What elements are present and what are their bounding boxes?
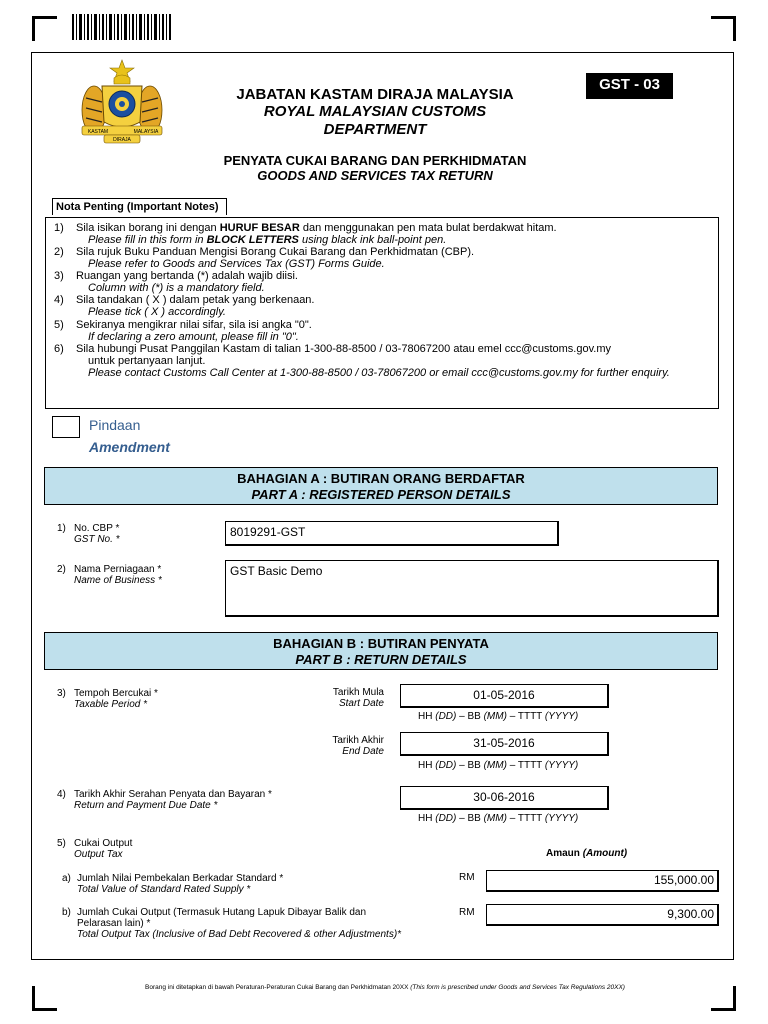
part-a-title-en: PART A : REGISTERED PERSON DETAILS (251, 487, 511, 502)
output-tax-total-number: b) (62, 907, 71, 918)
end-date-label: Tarikh Akhir End Date (332, 735, 384, 757)
output-tax-label: Cukai Output Output Tax (74, 838, 133, 860)
standard-rated-currency: RM (459, 872, 475, 883)
form-code-badge: GST - 03 (586, 73, 673, 99)
amendment-label-en: Amendment (89, 439, 170, 455)
part-b-title-ms: BAHAGIAN B : BUTIRAN PENYATA (273, 636, 489, 651)
part-b-header (44, 632, 718, 670)
part-a-header (44, 467, 718, 505)
due-date-field[interactable]: 30-06-2016 (400, 786, 609, 810)
business-name-field[interactable]: GST Basic Demo (225, 560, 719, 617)
due-date-label: Tarikh Akhir Serahan Penyata dan Bayaran * Return and Payment Due Date * (74, 789, 272, 811)
customs-crest-icon (74, 58, 170, 146)
corner-mark-top-right (711, 16, 736, 41)
standard-rated-number: a) (62, 873, 71, 884)
gst-no-number: 1) (57, 523, 66, 534)
department-title-en-1: ROYAL MALAYSIAN CUSTOMS (263, 103, 487, 120)
standard-rated-amount-field[interactable]: 155,000.00 (486, 870, 719, 892)
end-date-format-hint: HH (DD) – BB (MM) – TTTT (YYYY) (418, 760, 579, 771)
end-date-field[interactable]: 31-05-2016 (400, 732, 609, 756)
taxable-period-number: 3) (57, 688, 66, 699)
form-title-ms: PENYATA CUKAI BARANG DAN PERKHIDMATAN (223, 153, 527, 168)
standard-rated-label: Jumlah Nilai Pembekalan Berkadar Standard * Total Value of Standard Rated Supply * (77, 873, 284, 895)
amendment-label-ms: Pindaan (89, 417, 141, 433)
form-title-en: GOODS AND SERVICES TAX RETURN (257, 168, 493, 183)
output-tax-total-currency: RM (459, 907, 475, 918)
start-date-field[interactable]: 01-05-2016 (400, 684, 609, 708)
corner-mark-bottom-right (711, 986, 736, 1011)
department-title-ms: JABATAN KASTAM DIRAJA MALAYSIA (236, 86, 514, 103)
business-name-number: 2) (57, 564, 66, 575)
corner-mark-top-left (32, 16, 57, 41)
svg-text:KASTAM: KASTAM (87, 129, 109, 135)
amount-column-header: Amaun (Amount) (546, 848, 628, 859)
svg-text:DIRAJA: DIRAJA (113, 137, 131, 143)
part-a-title-ms: BAHAGIAN A : BUTIRAN ORANG BERDAFTAR (237, 471, 525, 486)
part-b-title-en: PART B : RETURN DETAILS (295, 652, 467, 667)
svg-text:MALAYSIA: MALAYSIA (133, 129, 159, 135)
gst-no-label: No. CBP * GST No. * (74, 523, 120, 545)
form-frame (31, 52, 734, 960)
amendment-checkbox[interactable] (52, 416, 80, 438)
output-tax-total-label: Jumlah Cukai Output (Termasuk Hutang Lapuk Dibayar Balik dan Pelarasan lain) * Total Output Tax (Inclusive of Bad Debt Recovered & other Adjustments)* (77, 907, 402, 940)
barcode-icon (72, 14, 172, 40)
corner-mark-bottom-left (32, 986, 57, 1011)
due-date-format-hint: HH (DD) – BB (MM) – TTTT (YYYY) (418, 813, 579, 824)
department-title-en-2: DEPARTMENT (323, 121, 427, 138)
start-date-label: Tarikh Mula Start Date (332, 687, 384, 709)
start-date-format-hint: HH (DD) – BB (MM) – TTTT (YYYY) (418, 711, 579, 722)
taxable-period-label: Tempoh Bercukai * Taxable Period * (74, 688, 158, 710)
notes-label: Nota Penting (Important Notes) (52, 198, 227, 215)
notes-box: 1) Sila isikan borang ini dengan HURUF BESAR dan menggunakan pen mata bulat berdakwat hitam. Please fill in this form in BLOCK LETTERS using black ink ball-point pen. 2) Sila rujuk Buku Panduan Mengisi Borang Cukai Barang dan Perkhidmatan (CBP). Please refer to Goods and Services Tax (GST) Forms Guide. 3) Ruangan yang bertanda (*) adalah wajib diisi. Column with (*) is a mandatory field. 4) Sila tandakan ( X ) dalam petak yang berkenaan. Please tick ( X ) accordingly. 5) Sekiranya mengikrar nilai sifar, sila isi angka "0". If declaring a zero amount, please fill in "0". 6) Sila hubungi Pusat Panggilan Kastam di talian 1-300-88-8500 / 03-78067200 atau emel ccc@customs.gov.my untuk pertanyaan lanjut. Please contact Customs Call Center at 1-300-88-8500 / 03-78067200 or email ccc@customs.gov.my for further enquiry. (45, 217, 719, 409)
gst-no-field[interactable]: 8019291-GST (225, 521, 559, 546)
footer-note: Borang ini ditetapkan di bawah Peraturan-Peraturan Cukai Barang dan Perkhidmatan 20XX (This form is prescribed under Goods and Services Tax Regulations 20XX) (145, 984, 625, 991)
output-tax-number: 5) (57, 838, 66, 849)
due-date-number: 4) (57, 789, 66, 800)
business-name-label: Nama Perniagaan * Name of Business * (74, 564, 162, 586)
output-tax-total-amount-field[interactable]: 9,300.00 (486, 904, 719, 926)
